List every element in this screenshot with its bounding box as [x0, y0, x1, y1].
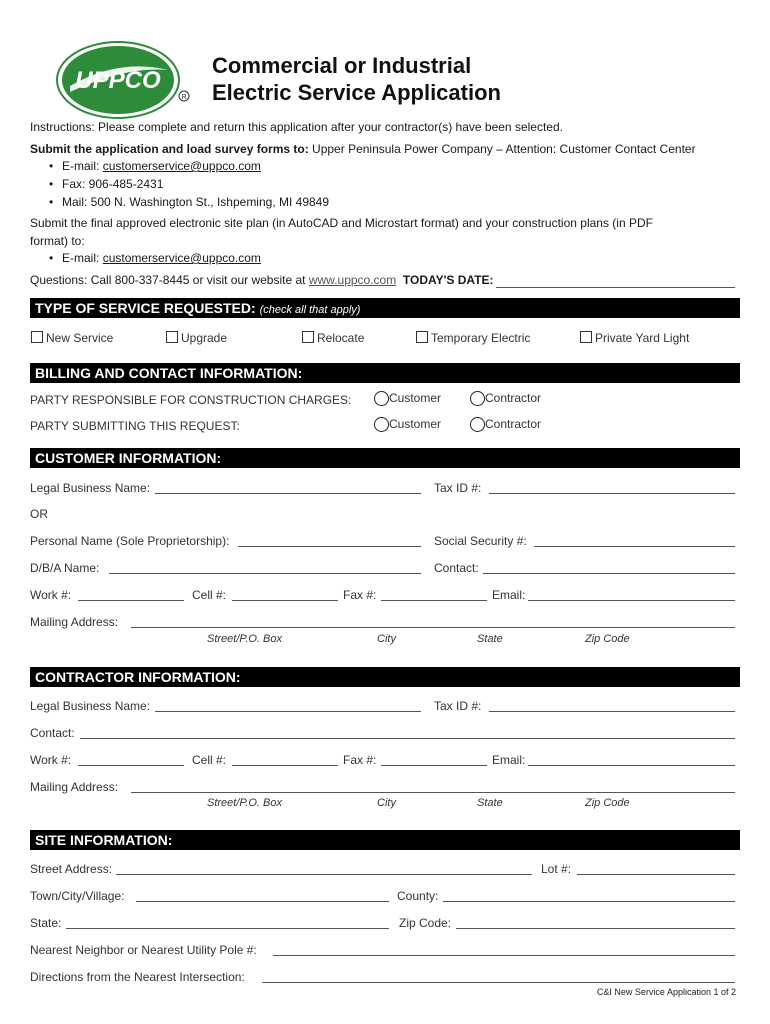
contractor-email-label: Email:: [492, 753, 526, 767]
responsible-party-label: PARTY RESPONSIBLE FOR CONSTRUCTION CHARGES:: [30, 393, 352, 407]
checkbox-private-yard-light[interactable]: Private Yard Light: [580, 331, 689, 345]
submit-forms-line: Submit the application and load survey forms to: Upper Peninsula Power Company – Attention: Customer Contact Center: [30, 142, 696, 156]
personal-name-field[interactable]: [238, 546, 421, 547]
contractor-tax-id-field[interactable]: [489, 711, 735, 712]
section-customer: CUSTOMER INFORMATION:: [30, 448, 740, 468]
customer-fax-label: Fax #:: [343, 588, 377, 602]
radio-icon[interactable]: [374, 417, 389, 432]
checkbox-icon[interactable]: [416, 331, 428, 343]
contractor-cell-label: Cell #:: [192, 753, 227, 767]
checkbox-icon[interactable]: [302, 331, 314, 343]
or-label: OR: [30, 507, 48, 521]
section-contractor: CONTRACTOR INFORMATION:: [30, 667, 740, 687]
radio-icon[interactable]: [470, 391, 485, 406]
ssn-label: Social Security #:: [434, 534, 527, 548]
contractor-fax-field[interactable]: [381, 765, 487, 766]
mail-bullet: • Mail: 500 N. Washington St., Ishpeming, MI 49849: [62, 195, 329, 210]
contractor-mailing-field[interactable]: [131, 792, 735, 793]
website-link[interactable]: www.uppco.com: [308, 273, 397, 287]
instructions-line: Instructions: Please complete and return this application after your contractor(s) have been selected.: [30, 120, 563, 134]
site-plan-line: Submit the final approved electronic site plan (in AutoCAD and Microstart format) and your construction plans (in PDF: [30, 216, 653, 230]
checkbox-icon[interactable]: [580, 331, 592, 343]
radio-responsible-customer[interactable]: Customer: [374, 391, 441, 406]
customer-legal-name-label: Legal Business Name:: [30, 481, 151, 495]
customer-tax-id-field[interactable]: [489, 493, 735, 494]
site-neighbor-label: Nearest Neighbor or Nearest Utility Pole #:: [30, 943, 257, 957]
contractor-work-label: Work #:: [30, 753, 72, 767]
customer-email-label: Email:: [492, 588, 526, 602]
checkbox-new-service[interactable]: New Service: [31, 331, 113, 345]
customer-cell-label: Cell #:: [192, 588, 227, 602]
fax-bullet: • Fax: 906-485-2431: [62, 177, 163, 192]
contractor-contact-field[interactable]: [80, 738, 735, 739]
site-town-field[interactable]: [136, 901, 389, 902]
dba-field[interactable]: [109, 573, 421, 574]
caption-street: Street/P.O. Box: [207, 633, 283, 645]
personal-name-label: Personal Name (Sole Proprietorship):: [30, 534, 230, 548]
caption-city: City: [377, 633, 396, 645]
customer-contact-field[interactable]: [483, 573, 735, 574]
submitting-party-label: PARTY SUBMITTING THIS REQUEST:: [30, 419, 240, 433]
customer-mailing-field[interactable]: [131, 627, 735, 628]
site-state-label: State:: [30, 916, 62, 930]
site-plan-line-2: format) to:: [30, 234, 85, 248]
radio-responsible-contractor[interactable]: Contractor: [470, 391, 541, 406]
uppco-logo: [56, 40, 192, 120]
contractor-contact-label: Contact:: [30, 726, 75, 740]
customer-cell-field[interactable]: [232, 600, 338, 601]
site-county-label: County:: [397, 889, 439, 903]
checkbox-temporary-electric[interactable]: Temporary Electric: [416, 331, 530, 345]
caption-state: State: [477, 797, 503, 809]
site-county-field[interactable]: [443, 901, 735, 902]
questions-line: Questions: Call 800-337-8445 or visit our website at www.uppco.com TODAY'S DATE:: [30, 273, 494, 287]
contractor-legal-name-field[interactable]: [155, 711, 421, 712]
caption-city: City: [377, 797, 396, 809]
site-directions-field[interactable]: [262, 982, 735, 983]
checkbox-upgrade[interactable]: Upgrade: [166, 331, 227, 345]
contractor-mailing-label: Mailing Address:: [30, 780, 119, 794]
dba-label: D/B/A Name:: [30, 561, 100, 575]
email-bullet-2: • E-mail: customerservice@uppco.com: [62, 251, 261, 266]
caption-zip: Zip Code: [585, 797, 630, 809]
site-street-label: Street Address:: [30, 862, 113, 876]
radio-icon[interactable]: [374, 391, 389, 406]
contractor-tax-id-label: Tax ID #:: [434, 699, 482, 713]
svg-text:UPPCO: UPPCO: [75, 67, 161, 94]
customer-email-field[interactable]: [528, 600, 735, 601]
radio-icon[interactable]: [470, 417, 485, 432]
ssn-field[interactable]: [534, 546, 735, 547]
section-site: SITE INFORMATION:: [30, 830, 740, 850]
site-lot-label: Lot #:: [541, 862, 572, 876]
checkbox-icon[interactable]: [31, 331, 43, 343]
contractor-cell-field[interactable]: [232, 765, 338, 766]
site-zip-label: Zip Code:: [399, 916, 452, 930]
site-street-field[interactable]: [116, 874, 532, 875]
customer-fax-field[interactable]: [381, 600, 487, 601]
contractor-fax-label: Fax #:: [343, 753, 377, 767]
svg-text:R: R: [181, 94, 187, 101]
site-town-label: Town/City/Village:: [30, 889, 125, 903]
section-service-type: TYPE OF SERVICE REQUESTED: (check all that apply): [30, 298, 740, 318]
customer-work-label: Work #:: [30, 588, 72, 602]
email-link[interactable]: customerservice@uppco.com: [102, 159, 261, 173]
caption-zip: Zip Code: [585, 633, 630, 645]
site-lot-field[interactable]: [577, 874, 735, 875]
caption-street: Street/P.O. Box: [207, 797, 283, 809]
contractor-email-field[interactable]: [528, 765, 735, 766]
contractor-work-field[interactable]: [78, 765, 184, 766]
customer-legal-name-field[interactable]: [155, 493, 421, 494]
contractor-legal-name-label: Legal Business Name:: [30, 699, 151, 713]
site-neighbor-field[interactable]: [273, 955, 735, 956]
customer-work-field[interactable]: [78, 600, 184, 601]
checkbox-icon[interactable]: [166, 331, 178, 343]
site-zip-field[interactable]: [456, 928, 735, 929]
email-bullet: • E-mail: customerservice@uppco.com: [62, 159, 261, 174]
customer-tax-id-label: Tax ID #:: [434, 481, 482, 495]
todays-date-field[interactable]: [496, 287, 735, 288]
customer-contact-label: Contact:: [434, 561, 479, 575]
page-title: Commercial or Industrial Electric Service Application: [212, 53, 501, 105]
customer-mailing-label: Mailing Address:: [30, 615, 119, 629]
checkbox-relocate[interactable]: Relocate: [302, 331, 364, 345]
email-link-2[interactable]: customerservice@uppco.com: [102, 251, 261, 265]
site-state-field[interactable]: [66, 928, 389, 929]
radio-submitting-customer[interactable]: Customer: [374, 417, 441, 432]
page-footer: C&I New Service Application 1 of 2: [596, 987, 736, 997]
radio-submitting-contractor[interactable]: Contractor: [470, 417, 541, 432]
site-directions-label: Directions from the Nearest Intersection:: [30, 970, 245, 984]
caption-state: State: [477, 633, 503, 645]
section-billing: BILLING AND CONTACT INFORMATION:: [30, 363, 740, 383]
